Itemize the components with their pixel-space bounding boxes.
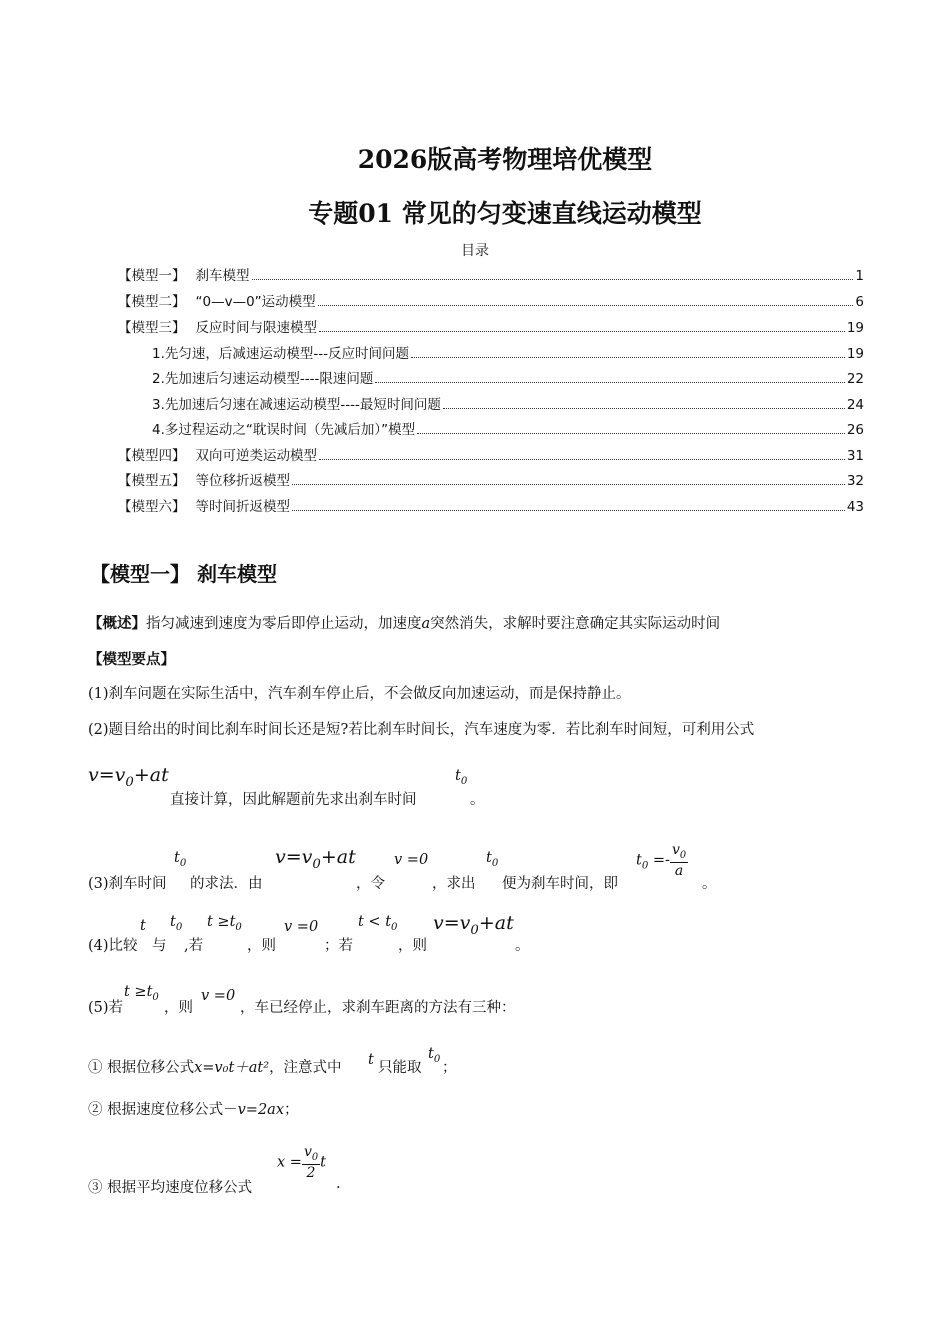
formula-v-eq: $v=v_0+at$ (88, 764, 169, 790)
var-t: t (368, 1052, 374, 1068)
formula-t0-def: $t_0$ =- $\frac{v_0}{a}$ (636, 842, 687, 879)
formula-t0: $t_0$ (170, 914, 183, 933)
points-label: 【模型要点】 (88, 651, 175, 668)
formula-v-zero: v =0 (201, 988, 236, 1004)
overview-text: 突然消失，求解时要注意确定其实际运动时间 (430, 616, 721, 632)
toc-tag: 【模型二】 (118, 294, 186, 310)
toc-page: 26 (846, 422, 864, 438)
toc-entry[interactable] (118, 314, 864, 336)
punct: . (336, 1176, 341, 1192)
formula-t-ge-t0: $t \ge t_0$ (124, 984, 159, 1003)
toc-page: 19 (846, 320, 864, 336)
toc-page: 32 (846, 473, 864, 489)
toc-entry[interactable] (118, 288, 864, 310)
method-1-c: 只能取 (378, 1060, 422, 1076)
var-t: t (140, 918, 146, 934)
formula-t0: $t_0$ (428, 1046, 441, 1065)
toc-text: 反应时间与限速模型 (195, 320, 317, 336)
toc-page: 19 (846, 346, 864, 362)
punct: 。 (470, 792, 485, 808)
toc-leader (417, 433, 845, 434)
point-4-f: ，则 (398, 938, 427, 954)
toc-leader (252, 279, 854, 280)
formula-v-eq: $v=v_0+at$ (275, 846, 356, 872)
toc-entry[interactable] (118, 467, 864, 489)
formula-v-eq: $v=v_0+at$ (433, 912, 514, 938)
fraction: $\frac{v_0}{a}$ (671, 842, 687, 879)
point-3-b: 的求法．由 (190, 876, 263, 892)
point-4-c: ,若 (184, 938, 204, 954)
toc-page: 6 (855, 294, 864, 310)
point-5-c: ，车已经停止，求刹车距离的方法有三种： (240, 1000, 516, 1016)
formula-t0: $t_0$ (486, 850, 499, 869)
point-3-e: 便为刹车时间，即 (502, 876, 618, 892)
point-5-b: ，则 (164, 1000, 193, 1016)
toc-entry[interactable] (118, 442, 864, 464)
doc-title: 2026版高考物理培优模型 (357, 145, 653, 174)
method-2: ② 根据速度位移公式－v=2ax； (88, 1102, 299, 1118)
toc-tag: 【模型三】 (118, 320, 186, 336)
formula-v-zero: v =0 (394, 852, 429, 868)
punct: 。 (515, 938, 530, 954)
toc-page: 22 (846, 371, 864, 387)
point-4-e: ；若 (324, 938, 353, 954)
toc-leader (318, 305, 854, 306)
toc-page: 24 (846, 397, 864, 413)
toc-entry[interactable] (118, 262, 864, 284)
formula-avg-velocity: x = $\frac{v_0}{2}$ t (277, 1144, 326, 1181)
point-4-a: (4)比较 (88, 938, 138, 954)
point-5-a: (5)若 (88, 1000, 124, 1016)
toc-text: 2.先加速后匀速运动模型----限速问题 (152, 371, 374, 387)
toc-entry[interactable] (152, 365, 864, 387)
toc-entry[interactable] (152, 416, 864, 438)
toc-leader (292, 484, 845, 485)
overview-paragraph (88, 612, 720, 633)
fraction: $\frac{v_0}{2}$ (303, 1144, 319, 1181)
toc-text: 双向可逆类运动模型 (195, 448, 317, 464)
toc-leader (319, 459, 845, 460)
toc-tag: 【模型一】 (118, 268, 186, 284)
formula-t-lt-t0: $t < t_0$ (358, 914, 398, 933)
point-2: (2)题目给出的时间比刹车时间长还是短?若比刹车时间长，汽车速度为零．若比刹车时间短，可利用公式 (88, 722, 755, 738)
formula-t0: $t_0$ (174, 850, 187, 869)
toc-tag: 【模型四】 (118, 448, 186, 464)
toc-entry[interactable] (152, 391, 864, 413)
toc-text: 4.多过程运动之“耽误时间（先减后加）”模型 (152, 422, 416, 438)
point-4-b: 与 (152, 938, 167, 954)
point-3-c: ，令 (356, 876, 385, 892)
toc-page: 1 (855, 268, 864, 284)
overview-text: 指匀减速到速度为零后即停止运动，加速度 (146, 616, 422, 632)
point-3-a: (3)刹车时间 (88, 876, 167, 892)
toc-text: 刹车模型 (195, 268, 250, 284)
formula-t-ge-t0: $t \ge t_0$ (207, 914, 242, 933)
toc-leader (319, 331, 845, 332)
point-1: (1)刹车问题在实际生活中，汽车刹车停止后，不会做反向加速运动，而是保持静止。 (88, 686, 631, 702)
point-3-d: ，求出 (432, 876, 476, 892)
doc-subtitle: 专题01 常见的匀变速直线运动模型 (308, 199, 702, 228)
toc-text: “0—v—0”运动模型 (195, 294, 316, 310)
toc-text: 等位移折返模型 (195, 473, 290, 489)
toc-page: 31 (846, 448, 864, 464)
formula-t0: $t_0$ (455, 768, 468, 787)
toc-caption: 目录 (461, 243, 489, 259)
toc-page: 43 (846, 499, 864, 515)
toc-tag: 【模型五】 (118, 473, 186, 489)
punct: ； (442, 1060, 457, 1076)
toc-entry[interactable] (118, 493, 864, 515)
formula-v-zero: v =0 (284, 919, 319, 935)
toc-leader (443, 408, 845, 409)
toc-text: 等时间折返模型 (195, 499, 290, 515)
var-a: a (421, 616, 431, 632)
toc-text: 3.先加速后匀速在减速运动模型----最短时间问题 (152, 397, 441, 413)
method-3: ③ 根据平均速度位移公式 (88, 1180, 253, 1196)
toc-leader (292, 510, 845, 511)
toc-leader (375, 382, 844, 383)
point-2-continued: 直接计算，因此解题前先求出刹车时间 (170, 792, 417, 808)
punct: 。 (702, 876, 717, 892)
overview-label: 【概述】 (88, 615, 146, 632)
toc-leader (411, 357, 845, 358)
toc-entry[interactable] (152, 340, 864, 362)
toc-tag: 【模型六】 (118, 499, 186, 515)
section-heading: 【模型一】 刹车模型 (90, 562, 277, 586)
point-4-d: ，则 (247, 938, 276, 954)
method-1: ① 根据位移公式x=v₀t＋at²，注意式中 (88, 1060, 342, 1076)
toc-text: 1.先匀速，后减速运动模型---反应时间问题 (152, 346, 409, 362)
